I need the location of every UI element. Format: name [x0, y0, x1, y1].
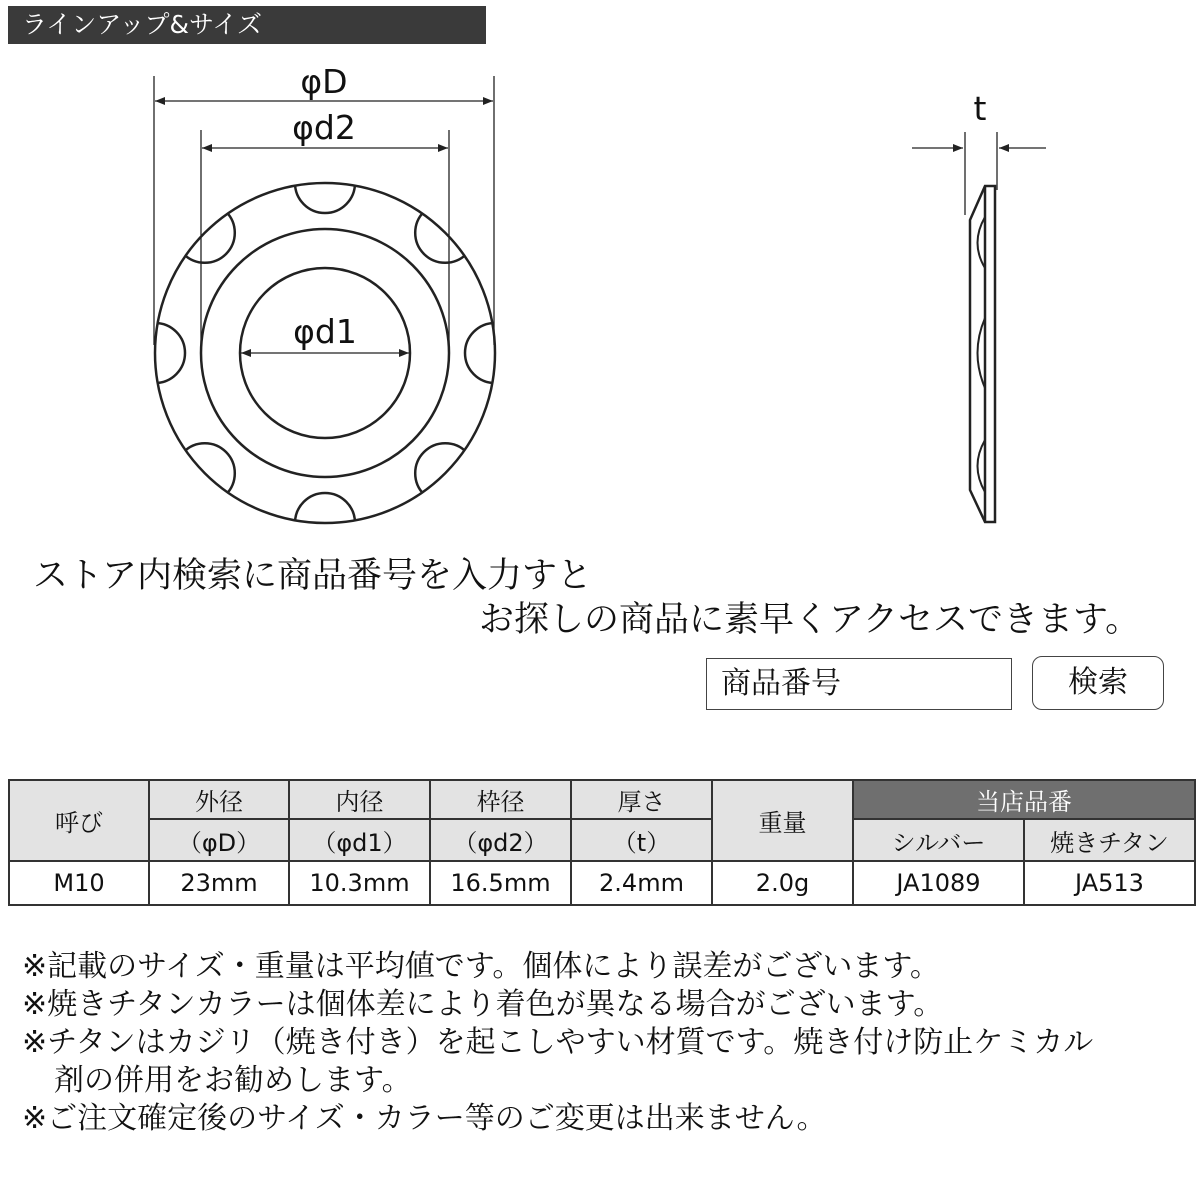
search-button[interactable]: 検索	[1032, 656, 1164, 710]
col-header-thick-sym: （t）	[571, 819, 712, 861]
inner-diameter-label: φd1	[293, 312, 357, 351]
col-header-size: 呼び	[9, 780, 149, 861]
notes	[22, 948, 1093, 1138]
thickness-label: t	[973, 89, 987, 128]
col-header-frame-sym: （φd2）	[430, 819, 571, 861]
cell-silver: JA1089	[853, 861, 1024, 905]
intro-line-1: ストア内検索に商品番号を入力すと	[33, 556, 592, 596]
cell-frame: 16.5mm	[430, 861, 571, 905]
cell-size: M10	[9, 861, 149, 905]
product-number-input[interactable]: 商品番号	[706, 658, 1012, 710]
cell-inner: 10.3mm	[289, 861, 430, 905]
cell-outer: 23mm	[149, 861, 289, 905]
spec-table	[8, 779, 1196, 906]
cell-weight: 2.0g	[712, 861, 853, 905]
col-header-outer: 外径	[149, 780, 289, 819]
col-header-weight: 重量	[712, 780, 853, 861]
note-2: ※焼きチタンカラーは個体差により着色が異なる場合がございます。	[22, 987, 944, 1022]
washer-side-view	[970, 186, 995, 522]
col-header-silver: シルバー	[853, 819, 1024, 861]
section-header: ラインアップ&サイズ	[8, 6, 486, 44]
col-header-outer-sym: （φD）	[149, 819, 289, 861]
col-header-frame: 枠径	[430, 780, 571, 819]
col-header-inner-sym: （φd1）	[289, 819, 430, 861]
frame-diameter-label: φd2	[292, 108, 356, 147]
col-header-thick: 厚さ	[571, 780, 712, 819]
outer-diameter-label: φD	[300, 62, 348, 101]
note-3: ※チタンはカジリ（焼き付き）を起こしやすい材質です。焼き付け防止ケミカル	[22, 1025, 1094, 1060]
note-3-cont: 剤の併用をお勧めします。	[54, 1063, 412, 1098]
note-1: ※記載のサイズ・重量は平均値です。個体により誤差がございます。	[22, 949, 940, 984]
col-header-store-number: 当店品番	[853, 780, 1195, 819]
table-row	[9, 861, 1195, 905]
cell-thick: 2.4mm	[571, 861, 712, 905]
intro-line-2: お探しの商品に素早くアクセスできます。	[479, 600, 1141, 640]
note-4: ※ご注文確定後のサイズ・カラー等のご変更は出来ません。	[22, 1101, 827, 1136]
col-header-inner: 内径	[289, 780, 430, 819]
col-header-burnt: 焼きチタン	[1024, 819, 1195, 861]
cell-burnt: JA513	[1024, 861, 1195, 905]
